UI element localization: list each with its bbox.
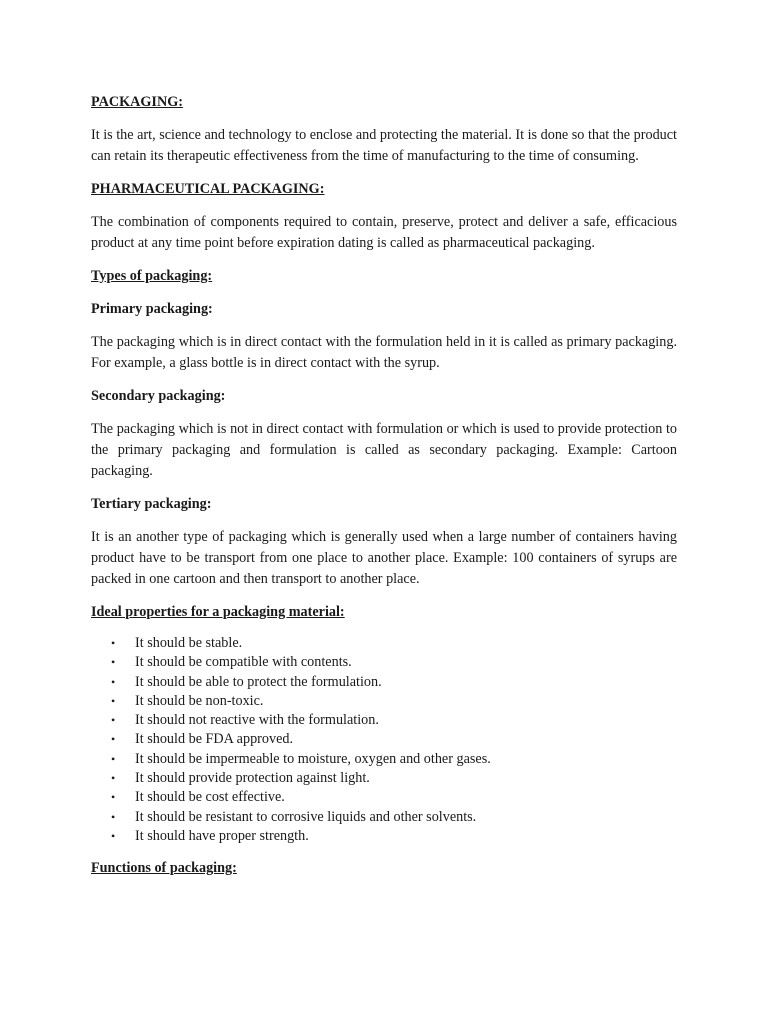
types-of-packaging-heading: Types of packaging: <box>91 268 213 284</box>
list-item: • It should be resistant to corrosive liquids and other solvents. <box>91 808 677 827</box>
list-item: • It should have proper strength. <box>91 827 677 846</box>
packaging-paragraph: It is the art, science and technology to enclose and protecting the material. It is done so that the product can retain its therapeutic effectiveness from the time of manufacturing to the time of consuming. <box>91 127 677 164</box>
primary-packaging-paragraph: The packaging which is in direct contact with the formulation held in it is called as primary packaging. For example, a glass bottle is in direct contact with the syrup. <box>91 334 677 371</box>
bullet-icon: • <box>111 751 116 766</box>
list-item: • It should be FDA approved. <box>91 730 677 749</box>
tertiary-packaging-paragraph: It is an another type of packaging which is generally used when a large number of containers having product have to be transport from one place to another place. Example: 100 containers of syrups are packed in one cartoon and then transport to another place. <box>91 529 677 587</box>
pharmaceutical-packaging-paragraph: The combination of components required to contain, preserve, protect and deliver a safe, efficacious product at any time point before expiration dating is called as pharmaceutical packaging. <box>91 214 677 251</box>
bullet-icon: • <box>111 790 116 805</box>
ideal-properties-heading: Ideal properties for a packaging material: <box>91 604 345 620</box>
packaging-heading: PACKAGING: <box>91 94 183 110</box>
secondary-packaging-paragraph: The packaging which is not in direct contact with formulation or which is used to provide protection to the primary packaging and formulation is called as secondary packaging. Example: Cartoon packaging. <box>91 421 677 479</box>
list-item: • It should be compatible with contents. <box>91 653 677 672</box>
bullet-icon: • <box>111 655 116 670</box>
bullet-icon: • <box>111 693 116 708</box>
bullet-icon: • <box>111 713 116 728</box>
tertiary-packaging-heading: Tertiary packaging: <box>91 496 212 512</box>
ideal-properties-list <box>91 634 677 846</box>
bullet-icon: • <box>111 809 116 824</box>
list-item: • It should be able to protect the formulation. <box>91 673 677 692</box>
list-item: • It should be cost effective. <box>91 788 677 807</box>
functions-of-packaging-heading: Functions of packaging: <box>91 860 237 877</box>
bullet-icon: • <box>111 674 116 689</box>
document-page <box>91 92 677 879</box>
list-item: • It should be stable. <box>91 634 677 653</box>
secondary-packaging-heading: Secondary packaging: <box>91 388 226 404</box>
list-item: • It should provide protection against light. <box>91 769 677 788</box>
primary-packaging-heading: Primary packaging: <box>91 301 213 317</box>
list-item: • It should not reactive with the formulation. <box>91 711 677 730</box>
bullet-icon: • <box>111 636 116 650</box>
pharmaceutical-packaging-heading: PHARMACEUTICAL PACKAGING: <box>91 181 325 197</box>
bullet-icon: • <box>111 828 116 843</box>
bullet-icon: • <box>111 771 116 786</box>
list-item: • It should be non-toxic. <box>91 692 677 711</box>
list-item: • It should be impermeable to moisture, oxygen and other gases. <box>91 750 677 769</box>
bullet-icon: • <box>111 732 116 747</box>
